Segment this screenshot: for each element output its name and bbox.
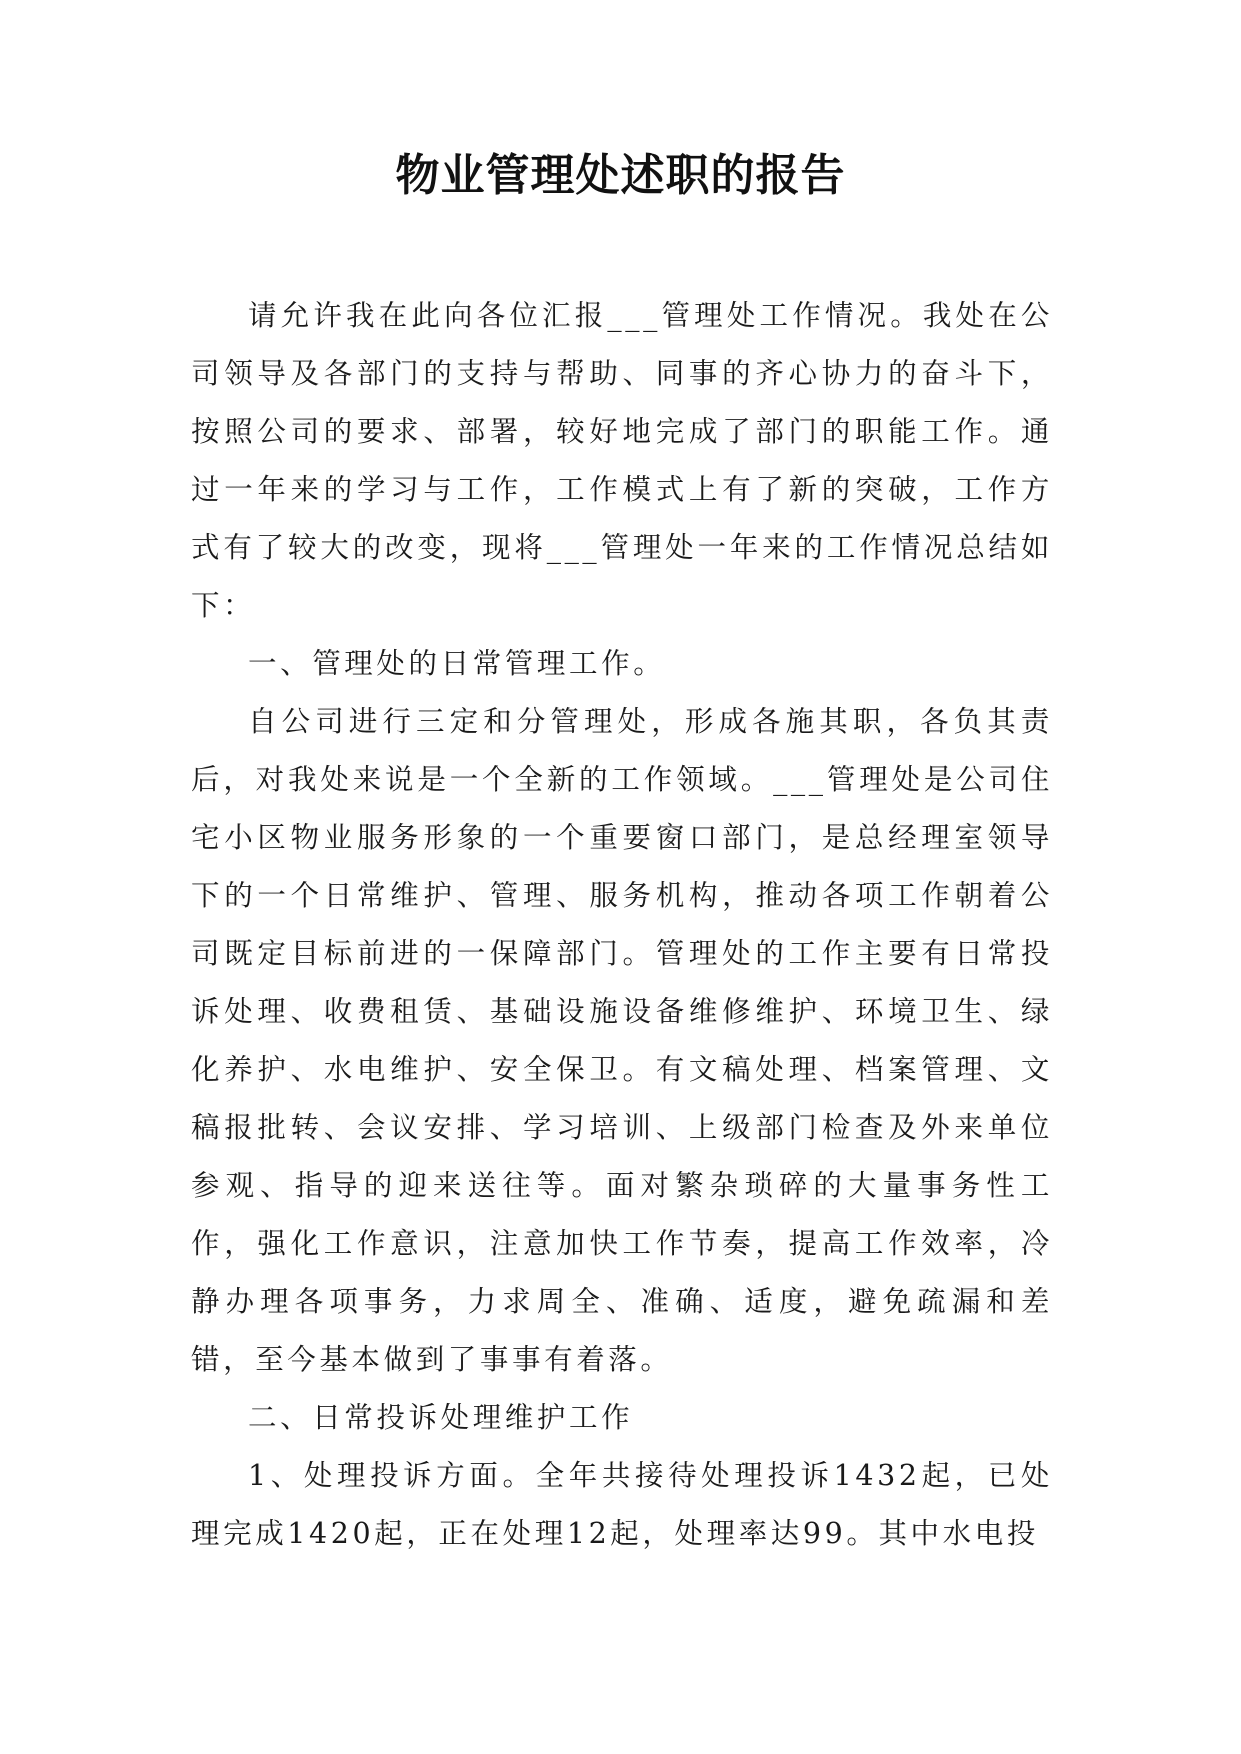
section-heading-2: 二、日常投诉处理维护工作 — [248, 1401, 634, 1434]
intro-paragraph: 请允许我在此向各位汇报___管理处工作情况。我处在公司领导及各部门的支持与帮助、同事的齐心协力的奋斗下，按照公司的要求、部署，较好地完成了部门的职能工作。通过一年来的学习与工作，工作模式上有了新的突破，工作方式有了较大的改变，现将___管理处一年来的工作情况总结如下： — [191, 299, 1053, 622]
document-body — [191, 287, 1053, 1563]
document-title: 物业管理处述职的报告 — [395, 150, 846, 201]
complaint-handling-paragraph: 1、处理投诉方面。全年共接待处理投诉1432起，已处理完成1420起，正在处理12起，处理率达99。其中水电投 — [191, 1459, 1053, 1550]
section-1-paragraph: 自公司进行三定和分管理处，形成各施其职，各负其责后，对我处来说是一个全新的工作领域。___管理处是公司住宅小区物业服务形象的一个重要窗口部门，是总经理室领导下的一个日常维护、管理、服务机构，推动各项工作朝着公司既定目标前进的一保障部门。管理处的工作主要有日常投诉处理、收费租赁、基础设施设备维修维护、环境卫生、绿化养护、水电维护、安全保卫。有文稿处理、档案管理、文稿报批转、会议安排、学习培训、上级部门检查及外来单位参观、指导的迎来送往等。面对繁杂琐碎的大量事务性工作，强化工作意识，注意加快工作节奏，提高工作效率，冷静办理各项事务，力求周全、准确、适度，避免疏漏和差错，至今基本做到了事事有着落。 — [191, 705, 1053, 1376]
section-heading-1: 一、管理处的日常管理工作。 — [248, 647, 666, 680]
